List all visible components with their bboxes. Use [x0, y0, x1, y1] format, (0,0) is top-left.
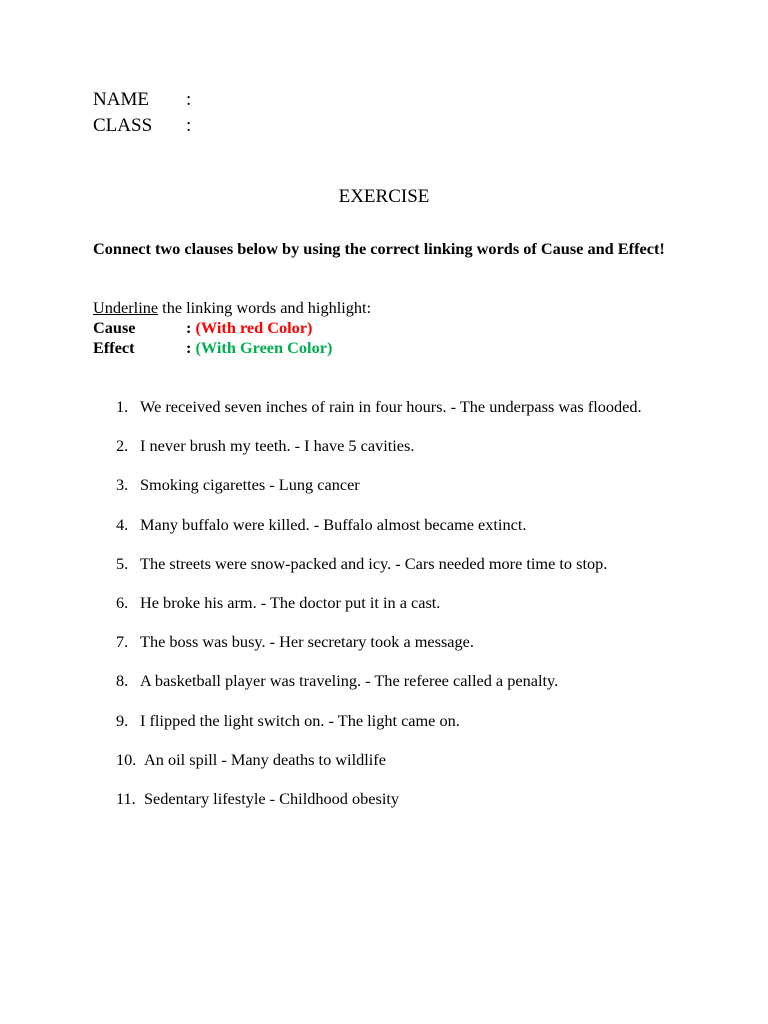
class-label: CLASS: [93, 115, 153, 136]
effect-label: Effect: [93, 338, 135, 357]
item-number: 1.: [116, 397, 129, 416]
effect-legend-row: [93, 338, 371, 358]
list-item: [116, 671, 656, 690]
item-number: 2.: [116, 436, 129, 456]
exercise-list: [116, 397, 656, 828]
item-text: The streets were snow-packed and icy. - Cars needed more time to stop.: [140, 553, 608, 573]
legend-intro-rest: the linking words and highlight:: [158, 298, 372, 317]
list-item: [116, 789, 656, 808]
item-number: 3.: [116, 475, 129, 495]
class-field-row: [93, 113, 191, 139]
name-label: NAME: [93, 89, 149, 110]
item-text: We received seven inches of rain in four hours. - The underpass was flooded.: [140, 397, 642, 416]
cause-legend-row: [93, 318, 371, 338]
instruction-text: Connect two clauses below by using the correct linking words of Cause and Effect!: [93, 239, 665, 258]
item-text: Smoking cigarettes - Lung cancer: [140, 475, 360, 495]
item-number: 6.: [116, 592, 129, 612]
item-text: I never brush my teeth. - I have 5 cavities.: [140, 436, 415, 456]
highlight-legend: [93, 298, 371, 358]
item-text: The boss was busy. - Her secretary took a message.: [140, 632, 474, 652]
item-text: Many buffalo were killed. - Buffalo almost became extinct.: [140, 514, 527, 534]
name-field-row: [93, 87, 191, 113]
item-text: Sedentary lifestyle - Childhood obesity: [144, 788, 400, 808]
page-title: EXERCISE: [338, 186, 430, 207]
effect-separator: :: [186, 338, 192, 357]
item-number: 5.: [116, 553, 129, 573]
item-number: 10.: [116, 749, 137, 769]
item-text: A basketball player was traveling. - The referee called a penalty.: [140, 671, 559, 691]
item-number: 8.: [116, 671, 129, 691]
list-item: [116, 711, 656, 730]
list-item: [116, 397, 656, 416]
item-number: 7.: [116, 632, 129, 652]
legend-intro: [93, 298, 371, 318]
list-item: [116, 554, 656, 573]
list-item: [116, 750, 656, 769]
effect-color-note: (With Green Color): [195, 338, 333, 357]
list-item: [116, 593, 656, 612]
list-item: [116, 475, 656, 494]
cause-color-note: (With red Color): [195, 318, 313, 337]
list-item: [116, 515, 656, 534]
item-text: An oil spill - Many deaths to wildlife: [144, 749, 386, 769]
list-item: [116, 436, 656, 455]
cause-label: Cause: [93, 318, 136, 337]
name-separator: :: [186, 89, 192, 110]
item-text: He broke his arm. - The doctor put it in a cast.: [140, 592, 441, 612]
item-number: 9.: [116, 710, 129, 730]
item-number: 11.: [116, 788, 136, 808]
list-item: [116, 632, 656, 651]
cause-separator: :: [186, 318, 192, 337]
underline-word: Underline: [93, 298, 159, 317]
item-number: 4.: [116, 514, 129, 534]
class-separator: :: [186, 115, 192, 136]
item-text: I flipped the light switch on. - The light came on.: [140, 710, 460, 730]
